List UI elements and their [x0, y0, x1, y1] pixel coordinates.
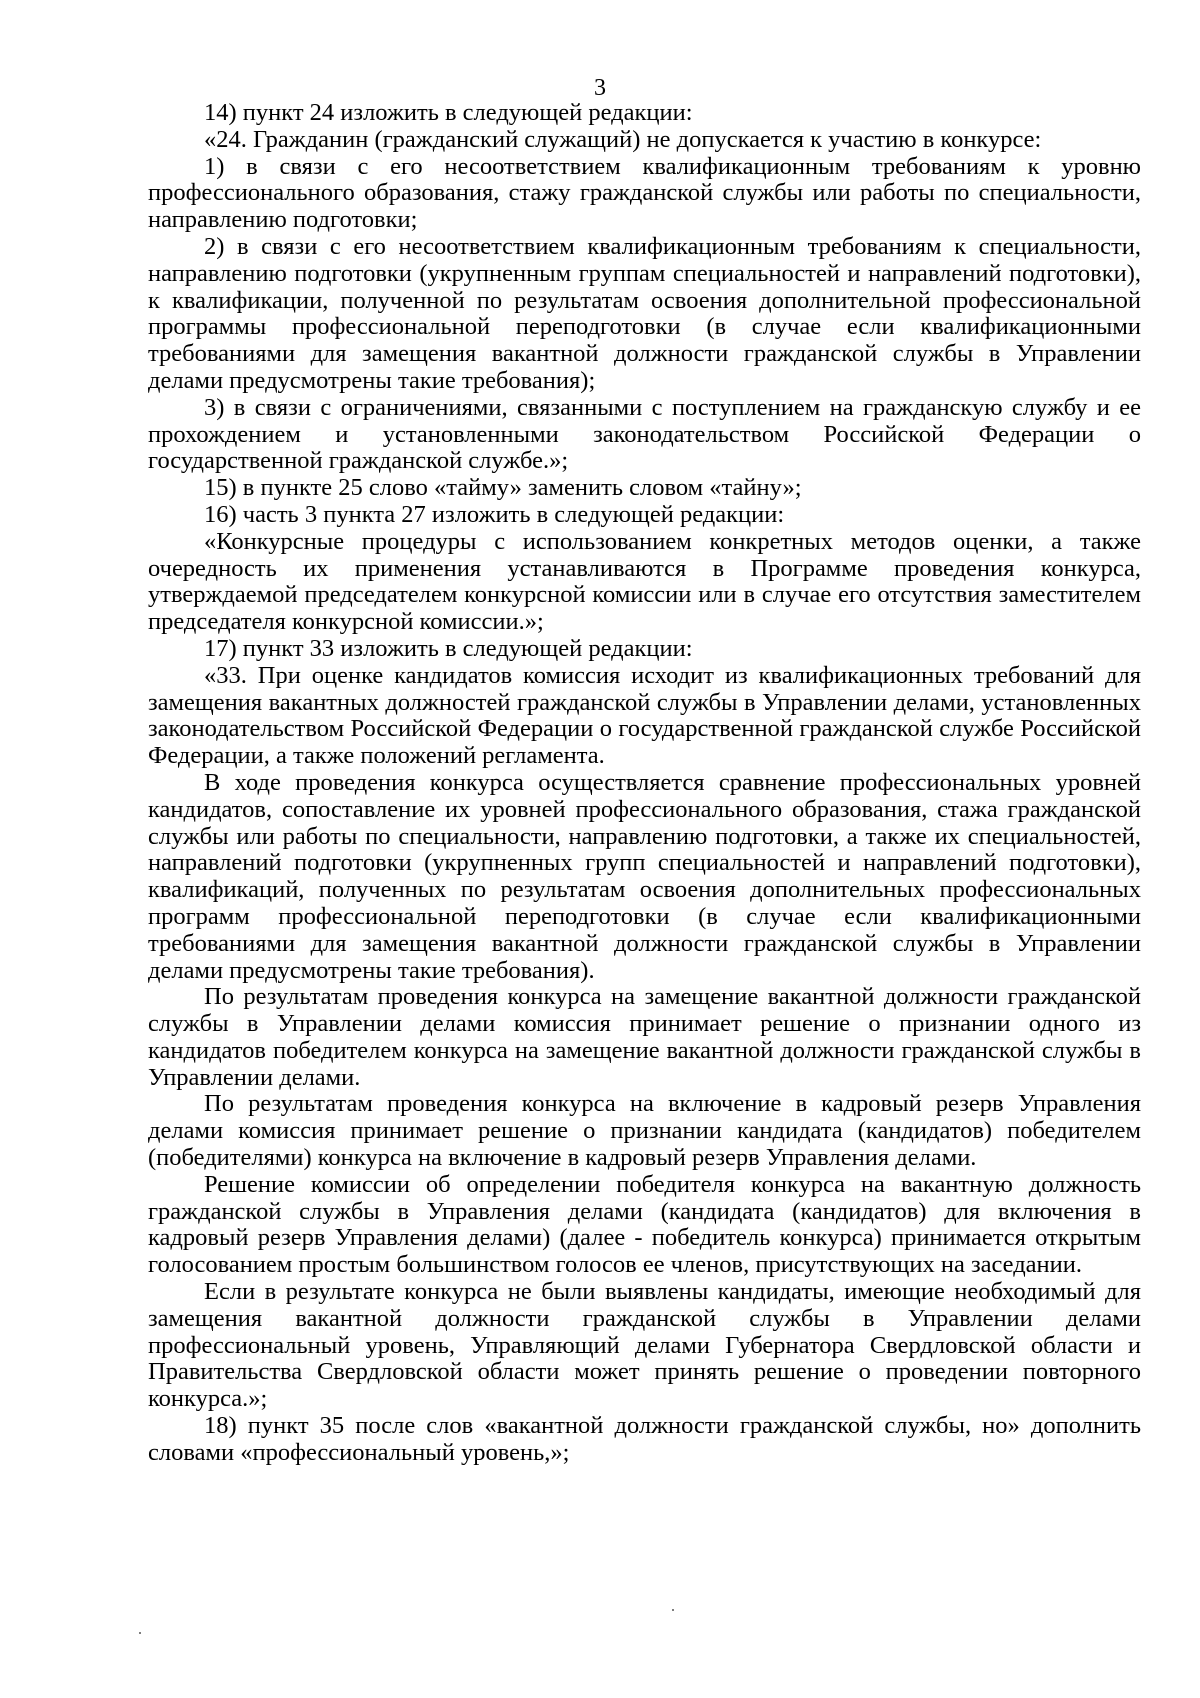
paragraph-item-14: 14) пункт 24 изложить в следующей редакции: [204, 99, 693, 126]
paragraph-item-15: 15) в пункте 25 слово «тайму» заменить словом «тайну»; [204, 474, 802, 502]
paragraph-item-16: 16) часть 3 пункта 27 изложить в следующей редакции: [204, 500, 785, 528]
paragraph-subclause-3: 3) в связи с ограничениями, связанными с поступлением на гражданскую службу и ее прохождением и установленными законодательством Российской Федерации о государственной гражданской службе.»; [148, 393, 1141, 475]
paragraph-item-18: 18) пункт 35 после слов «вакантной должности гражданской службы, но» дополнить словами «профессиональный уровень,»; [148, 1412, 1141, 1466]
document-body [148, 100, 1141, 1467]
page-number: 3 [594, 75, 606, 101]
paragraph-competition-procedures: «Конкурсные процедуры с использованием конкретных методов оценки, а также очередность их применения устанавливаются в Программе проведения конкурса, утверждаемой председателем конкурсной комиссии или в случае его отсутствия заместителем председателя конкурсной комиссии.»; [148, 527, 1141, 636]
paragraph-decision: Решение комиссии об определении победителя конкурса на вакантную должность гражданской службы в Управления делами (кандидата (кандидатов) для включения в кадровый резерв Управления делами) (далее - победитель конкурса) принимается открытым голосованием простым большинством голосов ее членов, присутствующих на заседании. [148, 1170, 1141, 1279]
paragraph-subclause-2: 2) в связи с его несоответствием квалификационным требованиям к специальности, направлению подготовки (укрупненным группам специальностей и направлений подготовки), к квалификации, полученной по результатам освоения дополнительной профессиональной программы профессиональной переподготовки (в случае если квалификационными требованиями для замещения вакантной должности гражданской службы в Управлении делами предусмотрены такие требования); [148, 232, 1141, 394]
paragraph-item-17: 17) пункт 33 изложить в следующей редакции: [204, 634, 693, 662]
paragraph-comparison: В ходе проведения конкурса осуществляется сравнение профессиональных уровней кандидатов, сопоставление их уровней профессионального образования, стажа гражданской службы или работы по специальности, направлению подготовки, а также их специальностей, направлений подготовки (укрупненных групп специальностей и направлений подготовки), квалификаций, полученных по результатам освоения дополнительных профессиональных программ профессиональной переподготовки (в случае если квалификационными требованиями для замещения вакантной должности гражданской службы в Управлении делами предусмотрены такие требования). [148, 768, 1141, 984]
paragraph-subclause-1: 1) в связи с его несоответствием квалификационным требованиям к уровню профессионального образования, стажу гражданской службы или работы по специальности, направлению подготовки; [148, 152, 1141, 234]
paragraph-clause-33: «33. При оценке кандидатов комиссия исходит из квалификационных требований для замещения вакантных должностей гражданской службы в Управлении делами, установленных законодательством Российской Федерации о государственной гражданской службе Российской Федерации, а также положений регламента. [148, 661, 1141, 770]
paragraph-results-reserve: По результатам проведения конкурса на включение в кадровый резерв Управления делами комиссия принимает решение о признании кандидата (кандидатов) победителем (победителями) конкурса на включение в кадровый резерв Управления делами. [148, 1090, 1141, 1172]
scan-speck [672, 1609, 674, 1611]
scan-speck [139, 1632, 141, 1634]
paragraph-clause-24: «24. Гражданин (гражданский служащий) не допускается к участию в конкурсе: [204, 125, 1042, 153]
paragraph-repeat-competition: Если в результате конкурса не были выявлены кандидаты, имеющие необходимый для замещения вакантной должности гражданской службы в Управлении делами профессиональный уровень, Управляющий делами Губернатора Свердловской области и Правительства Свердловской области может принять решение о проведении повторного конкурса.»; [148, 1278, 1141, 1413]
paragraph-results-vacancy: По результатам проведения конкурса на замещение вакантной должности гражданской службы в Управлении делами комиссия принимает решение о признании одного из кандидатов победителем конкурса на замещение вакантной должности гражданской службы в Управлении делами. [148, 983, 1141, 1091]
